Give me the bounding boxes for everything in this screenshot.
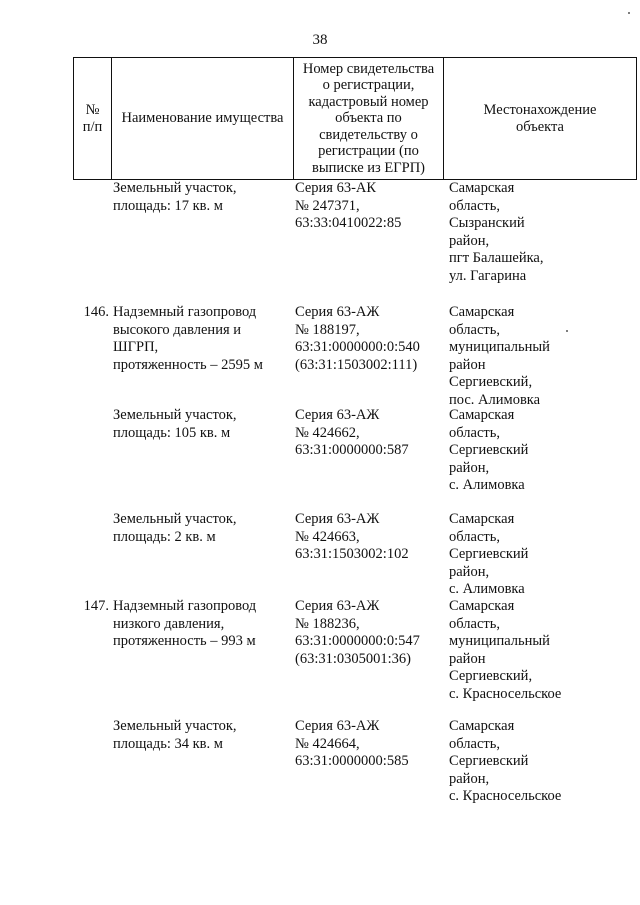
text-line: с. Красносельское [449,685,562,702]
property-name [113,180,285,215]
text-line: площадь: 17 кв. м [113,197,223,214]
header-col-location [444,58,637,180]
text-line: область, [449,735,500,752]
text-line: 63:31:0000000:587 [295,442,409,458]
text-line: Сызранский [449,215,525,231]
header-line: о регистрации, [322,77,415,94]
text-line: (63:31:1503002:111) [295,356,418,373]
text-line: область, [449,321,500,338]
text-line: Серия 63-АЖ [295,598,380,614]
text-line: район [449,650,486,667]
property-name [113,511,285,546]
property-name [113,718,285,753]
text-line: № 424662, [295,424,360,441]
table-header [73,57,637,180]
text-line: пгт Балашейка, [449,250,544,266]
text-line: район, [449,459,490,476]
text-line: Земельный участок, [113,180,237,196]
text-line: область, [449,615,500,632]
header-line: выписке из ЕГРП) [311,159,425,176]
text-line: Самарская [449,304,515,320]
header-col-cert [294,58,444,180]
text-line: с. Алимовка [449,477,525,493]
registration-certificate [295,180,445,233]
text-line: район, [449,232,490,249]
header-line: № [85,102,100,118]
header-line: Номер свидетельства [302,60,435,77]
text-line: ШГРП, [113,339,159,355]
text-line: Сергиевский [449,546,529,562]
registration-certificate [295,598,445,668]
text-line: Серия 63-АЖ [295,718,380,734]
object-location [449,304,639,409]
text-line: Серия 63-АК [295,180,377,196]
scan-speck [566,330,568,332]
text-line: площадь: 105 кв. м [113,424,231,441]
property-name [113,598,285,651]
text-line: Самарская [449,407,515,423]
text-line: № 188197, [295,321,360,338]
header-line: объекта [515,118,564,135]
text-line: 63:31:1503002:102 [295,546,409,562]
text-line: 63:33:0410022:85 [295,215,402,231]
text-line: Сергиевский, [449,374,533,390]
text-line: муниципальный [449,339,550,355]
object-location [449,718,639,806]
header-line: п/п [82,118,103,135]
object-location [449,407,639,495]
text-line: 63:31:0000000:0:547 [295,633,420,649]
text-line: протяженность – 2595 м [113,356,263,373]
text-line: Самарская [449,511,515,527]
text-line: Земельный участок, [113,718,237,734]
registration-certificate [295,407,445,460]
row-number: 146. [83,304,109,320]
text-line: Сергиевский [449,753,529,769]
text-line: Самарская [449,598,515,614]
text-line: № 424663, [295,528,360,545]
text-line: Земельный участок, [113,511,237,527]
header-col-name [112,58,294,180]
text-line: Надземный газопровод [113,304,257,320]
text-line: район [449,356,486,373]
text-line: ул. Гагарина [449,267,527,284]
text-line: Серия 63-АЖ [295,407,380,423]
text-line: площадь: 2 кв. м [113,528,216,545]
registration-certificate [295,511,445,564]
text-line: 63:31:0000000:0:540 [295,339,420,355]
text-line: Сергиевский [449,442,529,458]
header-line: регистрации (по [318,143,419,160]
text-line: пос. Алимовка [449,391,541,408]
object-location [449,598,639,703]
text-line: площадь: 34 кв. м [113,735,223,752]
header-line: объекта по [335,110,402,127]
page-number: 38 [312,32,328,48]
text-line: муниципальный [449,633,550,649]
header-line: кадастровый номер [308,93,429,110]
text-line: район, [449,770,490,787]
text-line: высокого давления и [113,321,242,338]
text-line: Серия 63-АЖ [295,511,380,527]
text-line: протяженность – 993 м [113,633,256,649]
row-number: 147. [83,598,109,614]
text-line: область, [449,197,500,214]
object-location [449,180,639,285]
text-line: Серия 63-АЖ [295,304,380,320]
text-line: область, [449,528,500,545]
text-line: № 424664, [295,735,360,752]
registration-certificate [295,304,445,374]
header-line: Наименование имущества [121,110,284,127]
text-line: область, [449,424,500,441]
text-line: с. Алимовка [449,581,525,597]
object-location [449,511,639,599]
scan-speck [628,12,630,14]
registration-certificate [295,718,445,771]
text-line: Самарская [449,180,515,196]
header-col-number [74,58,112,180]
text-line: (63:31:0305001:36) [295,650,411,667]
text-line: с. Красносельское [449,788,562,804]
text-line: низкого давления, [113,615,225,632]
header-line: свидетельству о [319,126,418,143]
text-line: район, [449,563,490,580]
text-line: Сергиевский, [449,668,533,684]
text-line: Земельный участок, [113,407,237,423]
text-line: Самарская [449,718,515,734]
property-name [113,407,285,442]
text-line: № 188236, [295,615,360,632]
text-line: Надземный газопровод [113,598,257,614]
property-name [113,304,285,374]
header-line: Местонахождение [483,102,597,118]
text-line: № 247371, [295,197,360,214]
text-line: 63:31:0000000:585 [295,753,409,769]
